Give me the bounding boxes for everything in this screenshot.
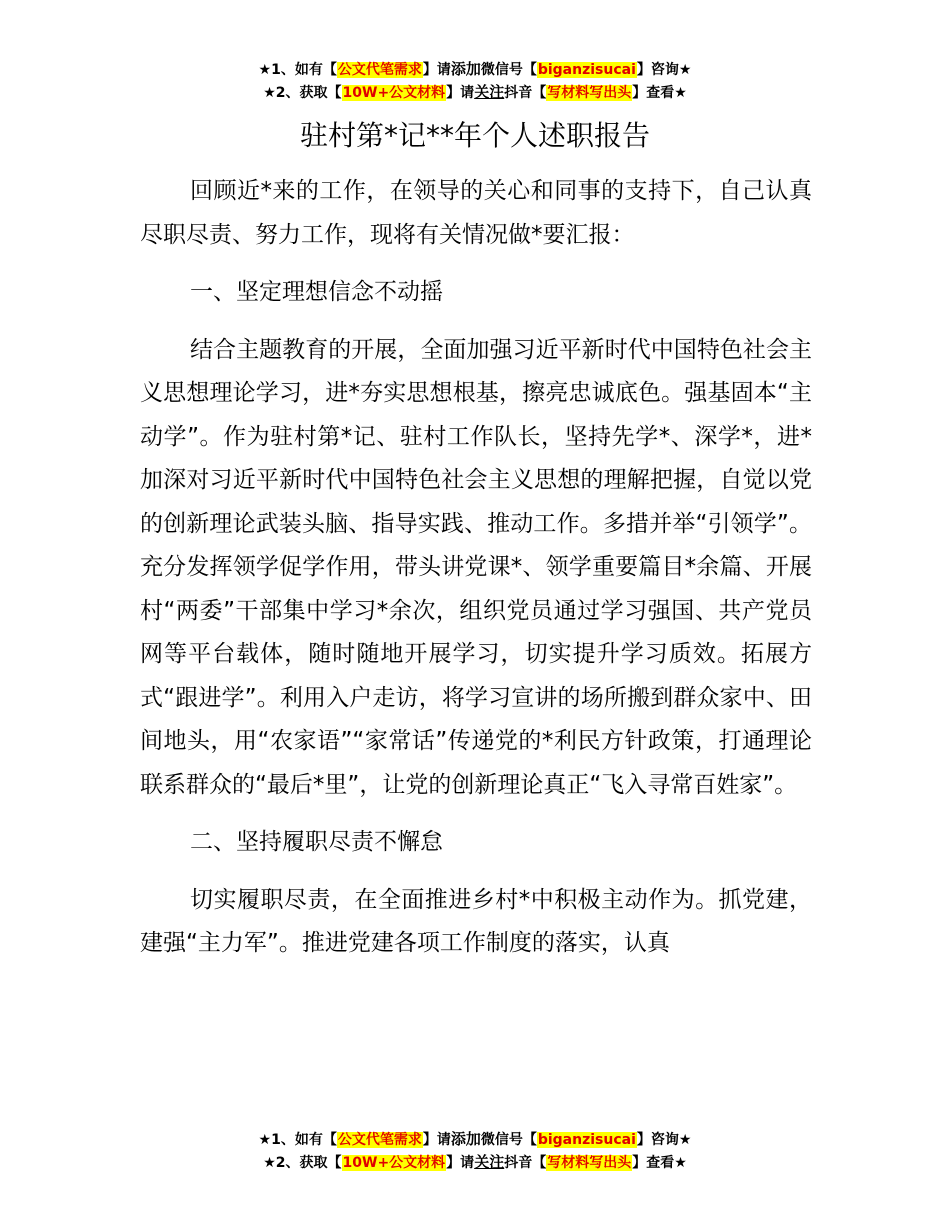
banner-highlight: 写材料写出头 (547, 1155, 632, 1171)
banner-text: 】查看★ (632, 85, 687, 101)
banner-highlight: 10W+公文材料 (342, 85, 446, 101)
banner-text: 】咨询★ (636, 1132, 692, 1148)
section-1-heading: 一、坚定理想信念不动摇 (190, 279, 443, 305)
section-1-paragraph: 结合主题教育的开展，全面加强习近平新时代中国特色社会主义思想理论学习，进*夯实思想根基，擦亮忠诚底色。强基固本“主动学”。作为驻村第*记、驻村工作队长，坚持先学*、深学*，进*加深对习近平新时代中国特色社会主义思想的理解把握，自觉以党的创新理论武装头脑、指导实践、推动工作。多措并举“引领学”。充分发挥领学促学作用，带头讲党课*、领学重要篇目*余篇、开展村“两委”干部集中学习*余次，组织党员通过学习强国、共产党员网等平台载体，随时随地开展学习，切实提升学习质效。拓展方式“跟进学”。利用入户走访，将学习宣讲的场所搬到群众家中、田间地头，用“农家语”“家常话”传递党的*利民方针政策，打通理论联系群众的“最后*里”，让党的创新理论真正“飞入寻常百姓家”。 (140, 336, 812, 798)
banner-text: 抖音【 (504, 85, 547, 101)
banner-emphasis: 关注 (474, 83, 505, 101)
banner-text: ★2、获取【 (263, 1155, 342, 1171)
banner-line-1 (0, 1128, 950, 1151)
banner-line-2 (0, 1151, 950, 1174)
section-2-heading: 二、坚持履职尽责不懈怠 (190, 829, 443, 855)
banner-text: 】请 (446, 1155, 475, 1171)
page-title: 驻村第*记**年个人述职报告 (299, 119, 650, 152)
banner-text: 】咨询★ (636, 62, 692, 78)
banner-highlight: 10W+公文材料 (342, 1155, 446, 1171)
banner-emphasis: 关注 (474, 1153, 505, 1171)
banner-text: 】请 (422, 62, 451, 78)
banner-highlight: 公文代笔需求 (337, 1132, 422, 1148)
banner-highlight: biganzisucai (537, 62, 636, 78)
header-banner (0, 58, 950, 104)
document-body (140, 170, 812, 966)
intro-paragraph: 回顾近*来的工作，在领导的关心和同事的支持下，自己认真尽职尽责、努力工作，现将有关情况做*要汇报： (140, 178, 812, 248)
banner-line-1 (0, 58, 950, 81)
banner-text: ★1、如有【 (258, 62, 337, 78)
banner-line-2 (0, 81, 950, 104)
banner-text: 】请 (446, 85, 475, 101)
banner-highlight: biganzisucai (537, 1132, 636, 1148)
banner-highlight: 公文代笔需求 (337, 62, 422, 78)
banner-highlight: 写材料写出头 (547, 85, 632, 101)
banner-text: ★1、如有【 (258, 1132, 337, 1148)
banner-text: 】查看★ (632, 1155, 687, 1171)
banner-text: 微信号【 (480, 1132, 537, 1148)
banner-text: 】请 (422, 1132, 451, 1148)
banner-emphasis: 添加 (450, 1130, 481, 1148)
section-2-paragraph: 切实履职尽责，在全面推进乡村*中积极主动作为。抓党建，建强“主力军”。推进党建各项工作制度的落实，认真 (140, 886, 812, 956)
banner-text: ★2、获取【 (263, 85, 342, 101)
banner-text: 微信号【 (480, 62, 537, 78)
footer-banner (0, 1128, 950, 1174)
banner-emphasis: 添加 (450, 60, 481, 78)
banner-text: 抖音【 (504, 1155, 547, 1171)
